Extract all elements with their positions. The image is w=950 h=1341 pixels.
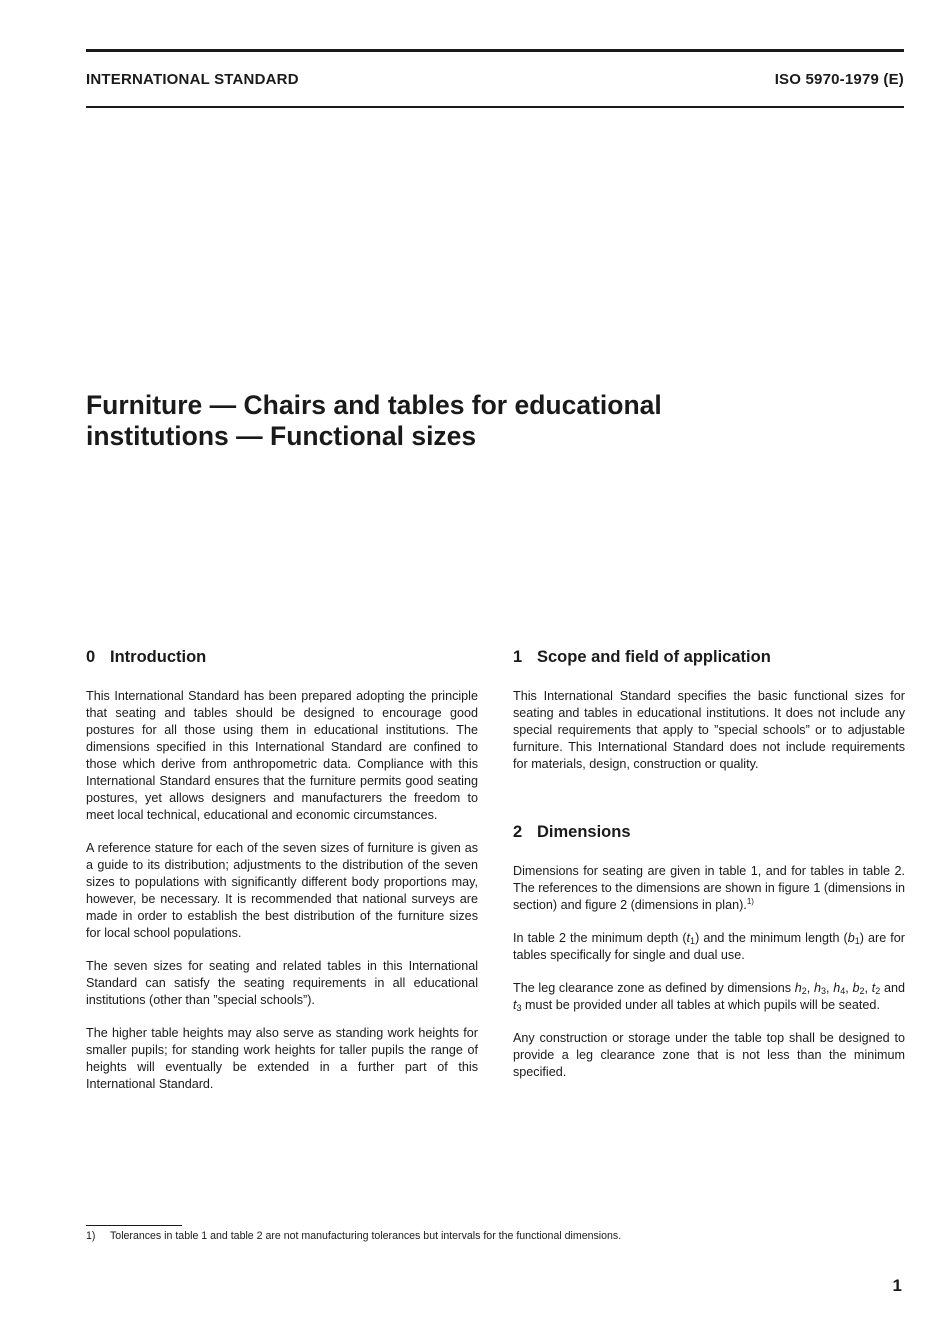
- footnote: [86, 1230, 621, 1242]
- header-top-rule: [86, 49, 904, 52]
- footnote-separator: [86, 1225, 182, 1226]
- title-line-2: institutions — Functional sizes: [86, 421, 477, 451]
- section-heading-introduction: [86, 648, 478, 667]
- footnote-text: Tolerances in table 1 and table 2 are not manufacturing tolerances but intervals for the functional dimensions.: [110, 1230, 622, 1242]
- left-column: [86, 648, 478, 1093]
- paragraph: In table 2 the minimum depth $(t_1)$ and the minimum length $(b_1)$ are for tables specifically for single and dual use.: [513, 931, 906, 962]
- header-bottom-rule: [86, 106, 904, 108]
- paragraph: Dimensions for seating are given in table 1, and for tables in table 2. The references to the dimensions are shown in figure 1 (dimensions in section) and figure 2 (dimensions in plan).$^{1)}$: [513, 864, 906, 912]
- section-number: 0: [86, 648, 96, 666]
- section-number: 1: [513, 648, 523, 666]
- section-number: 2: [513, 823, 523, 841]
- right-column: [513, 648, 905, 1081]
- paragraph: The higher table heights may also serve as standing work heights for smaller pupils; for standing work heights for taller pupils the range of heights will eventually be extended in a further part of this International Standard.: [86, 1026, 478, 1091]
- page-number: 1: [892, 1276, 902, 1295]
- footnote-reference: 1): [746, 897, 754, 906]
- document-title: [86, 390, 846, 452]
- paragraph: This International Standard has been prepared adopting the principle that seating and tables should be designed to encourage good postures for all those using them in educational institutions. The dimensions specified in this International Standard are confined to those which derive from anthropometric data. Compliance with this International Standard ensures that the furniture permits good seating postures, yet allows designers and manufacturers the freedom to meet local technical, educational and economic circumstances.: [86, 689, 478, 822]
- paragraph: A reference stature for each of the seven sizes of furniture is given as a guide to its distribution; adjustments to the distribution of the seven sizes to populations with significantly different body proportions may, however, be necessary. It is recommended that national surveys are made in order to establish the best distribution of the furniture sizes for local school populations.: [86, 841, 478, 940]
- paragraph: Any construction or storage under the table top shall be designed to provide a leg clearance zone that is not less than the minimum specified.: [513, 1031, 905, 1079]
- paragraph: The leg clearance zone as defined by dimensions $h_2$, $h_3$, $h_4$, $b_2$, $t_2$ and $t_3$ must be provided under all tables at which pupils will be seated.: [513, 981, 906, 1013]
- section-heading-dimensions: [513, 823, 905, 842]
- footnote-number: 1): [86, 1230, 96, 1242]
- standard-number-label: ISO 5970-1979 (E): [774, 71, 904, 88]
- paragraph: This International Standard specifies the basic functional sizes for seating and tables in educational institutions. It does not include any special requirements that apply to ”special schools” or to adjustable furniture. This International Standard does not include requirements for materials, design, construction or quality.: [513, 689, 905, 771]
- paragraph: The seven sizes for seating and related tables in this International Standard can satisfy the seating requirements in all educational institutions (other than ”special schools”).: [86, 959, 478, 1007]
- section-title: Scope and field of application: [537, 648, 771, 666]
- section-title: Introduction: [110, 648, 207, 666]
- document-type-label: INTERNATIONAL STANDARD: [86, 71, 299, 88]
- section-title: Dimensions: [537, 823, 631, 841]
- title-line-1: Furniture — Chairs and tables for educational: [86, 390, 662, 420]
- section-heading-scope: [513, 648, 905, 667]
